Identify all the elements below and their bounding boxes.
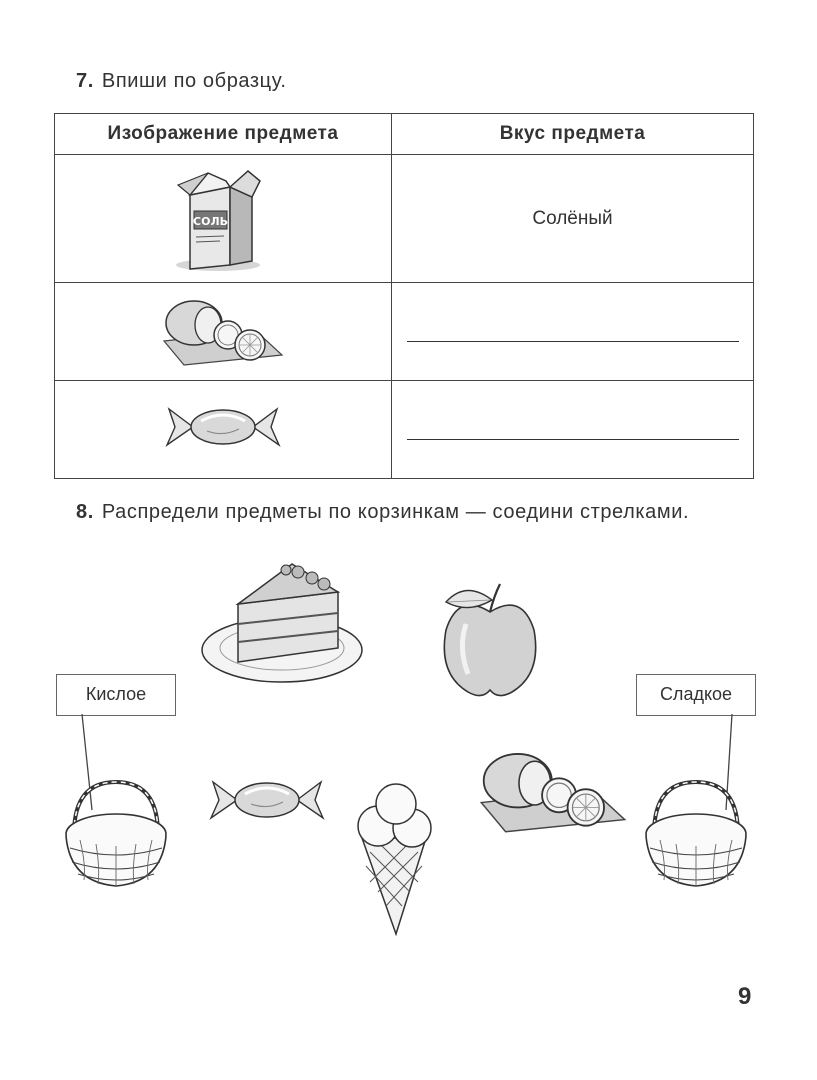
label-sweet: Сладкое (636, 674, 756, 716)
answer-cell-lemon[interactable] (392, 283, 754, 381)
column-header-image: Изображение предмета (55, 114, 392, 155)
apple-icon (438, 578, 542, 704)
table-row (55, 283, 754, 381)
salt-box-icon (168, 157, 278, 275)
answer-cell-candy[interactable] (392, 381, 754, 479)
table-row (55, 381, 754, 479)
task7-title (76, 70, 287, 93)
task7-instruction: Впиши по образцу. (101, 70, 287, 92)
page-number: 9 (738, 983, 752, 1010)
apple-item[interactable] (438, 578, 542, 709)
task8-instruction: Распредели предметы по корзинкам — соедини стрелками. (101, 501, 690, 523)
label-sour: Кислое (56, 674, 176, 716)
task8-number: 8. (76, 501, 94, 523)
cake-slice-icon (200, 558, 370, 690)
table-header-row (55, 114, 754, 155)
ice-cream-item[interactable] (350, 782, 436, 943)
basket-sweet[interactable] (640, 714, 760, 904)
item-cell-salt (55, 155, 392, 283)
task7-number: 7. (76, 70, 94, 92)
answer-cell-salt[interactable] (392, 155, 754, 283)
answer-line[interactable] (407, 341, 739, 342)
salt-logo-text: СОЛЬ (193, 215, 228, 228)
basket-sour[interactable] (60, 714, 180, 904)
lemon-icon (474, 738, 632, 838)
candy-icon (163, 397, 283, 457)
answer-text: Солёный (532, 207, 613, 229)
candy-icon (206, 770, 328, 830)
lemon-item[interactable] (474, 738, 632, 843)
cake-slice-item[interactable] (200, 558, 370, 695)
candy-item[interactable] (206, 770, 328, 835)
answer-line[interactable] (407, 439, 739, 440)
column-header-taste: Вкус предмета (392, 114, 754, 155)
task8-title (76, 498, 766, 526)
lemon-icon (158, 289, 288, 369)
table-row (55, 155, 754, 283)
item-cell-lemon (55, 283, 392, 381)
taste-table (54, 113, 754, 479)
item-cell-candy (55, 381, 392, 479)
ice-cream-icon (350, 782, 436, 938)
